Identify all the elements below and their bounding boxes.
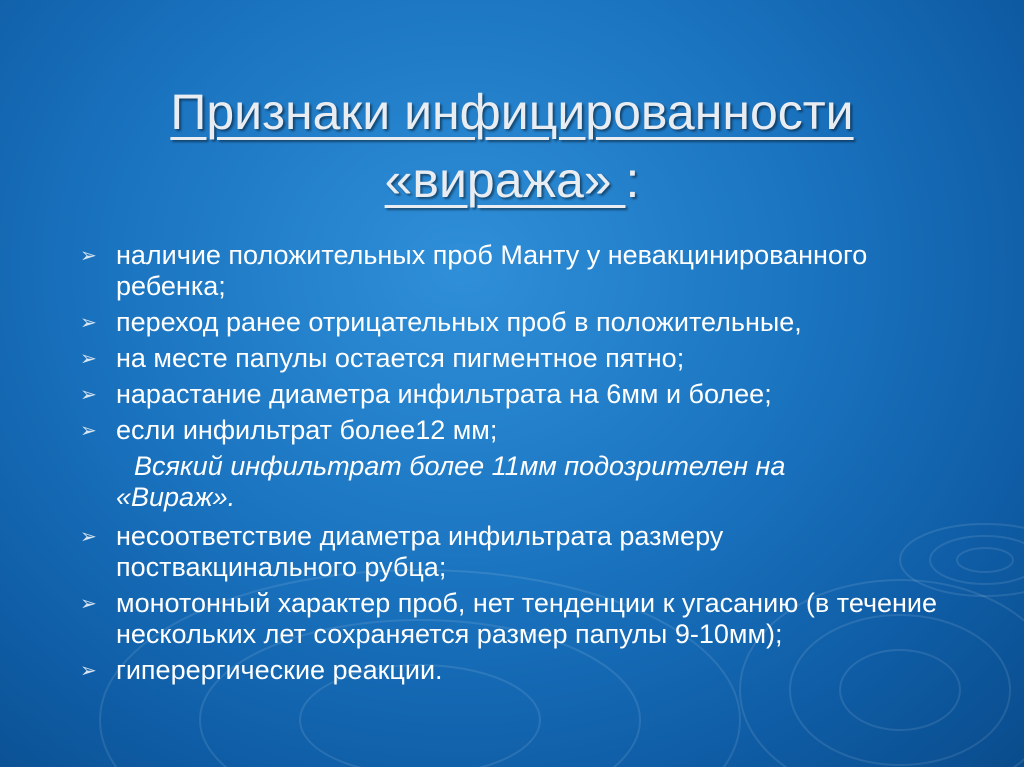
note-line-1: Всякий инфильтрат более 11мм подозрителен на: [134, 451, 786, 481]
italic-note: [80, 451, 960, 513]
arrow-bullet-icon: ➢: [80, 384, 97, 406]
arrow-bullet-icon: ➢: [80, 593, 97, 615]
title-line-2: «виража»: [384, 152, 626, 208]
arrow-bullet-icon: ➢: [80, 420, 97, 442]
arrow-bullet-icon: ➢: [80, 245, 97, 267]
title-colon: :: [625, 152, 640, 208]
arrow-bullet-icon: ➢: [80, 660, 97, 682]
list-item-text: гиперергические реакции.: [116, 655, 443, 685]
list-item: [80, 588, 960, 650]
title-line-1: Признаки инфицированности: [170, 84, 854, 140]
criteria-list: [80, 240, 960, 691]
list-item: [80, 415, 960, 446]
list-item: [80, 343, 960, 374]
list-item: [80, 521, 960, 583]
list-item-text: на месте папулы остается пигментное пятно;: [116, 343, 685, 373]
list-item: [80, 655, 960, 686]
list-item-text: нарастание диаметра инфильтрата на 6мм и более;: [116, 379, 772, 409]
slide-title: [0, 78, 1024, 214]
note-line-2: «Вираж».: [116, 482, 236, 512]
list-item: [80, 307, 960, 338]
arrow-bullet-icon: ➢: [80, 348, 97, 370]
list-item-text: переход ранее отрицательных проб в положительные,: [116, 307, 802, 337]
arrow-bullet-icon: ➢: [80, 312, 97, 334]
list-item-text: монотонный характер проб, нет тенденции к угасанию (в течение нескольких лет сохраняется размер папулы 9-10мм);: [116, 588, 938, 649]
list-item-text: несоответствие диаметра инфильтрата размеру поствакцинального рубца;: [116, 521, 724, 582]
list-item-text: наличие положительных проб Манту у невакцинированного ребенка;: [116, 240, 868, 301]
arrow-bullet-icon: ➢: [80, 526, 97, 548]
list-item: [80, 379, 960, 410]
list-item-text: если инфильтрат более12 мм;: [116, 415, 498, 445]
list-item: [80, 240, 960, 302]
